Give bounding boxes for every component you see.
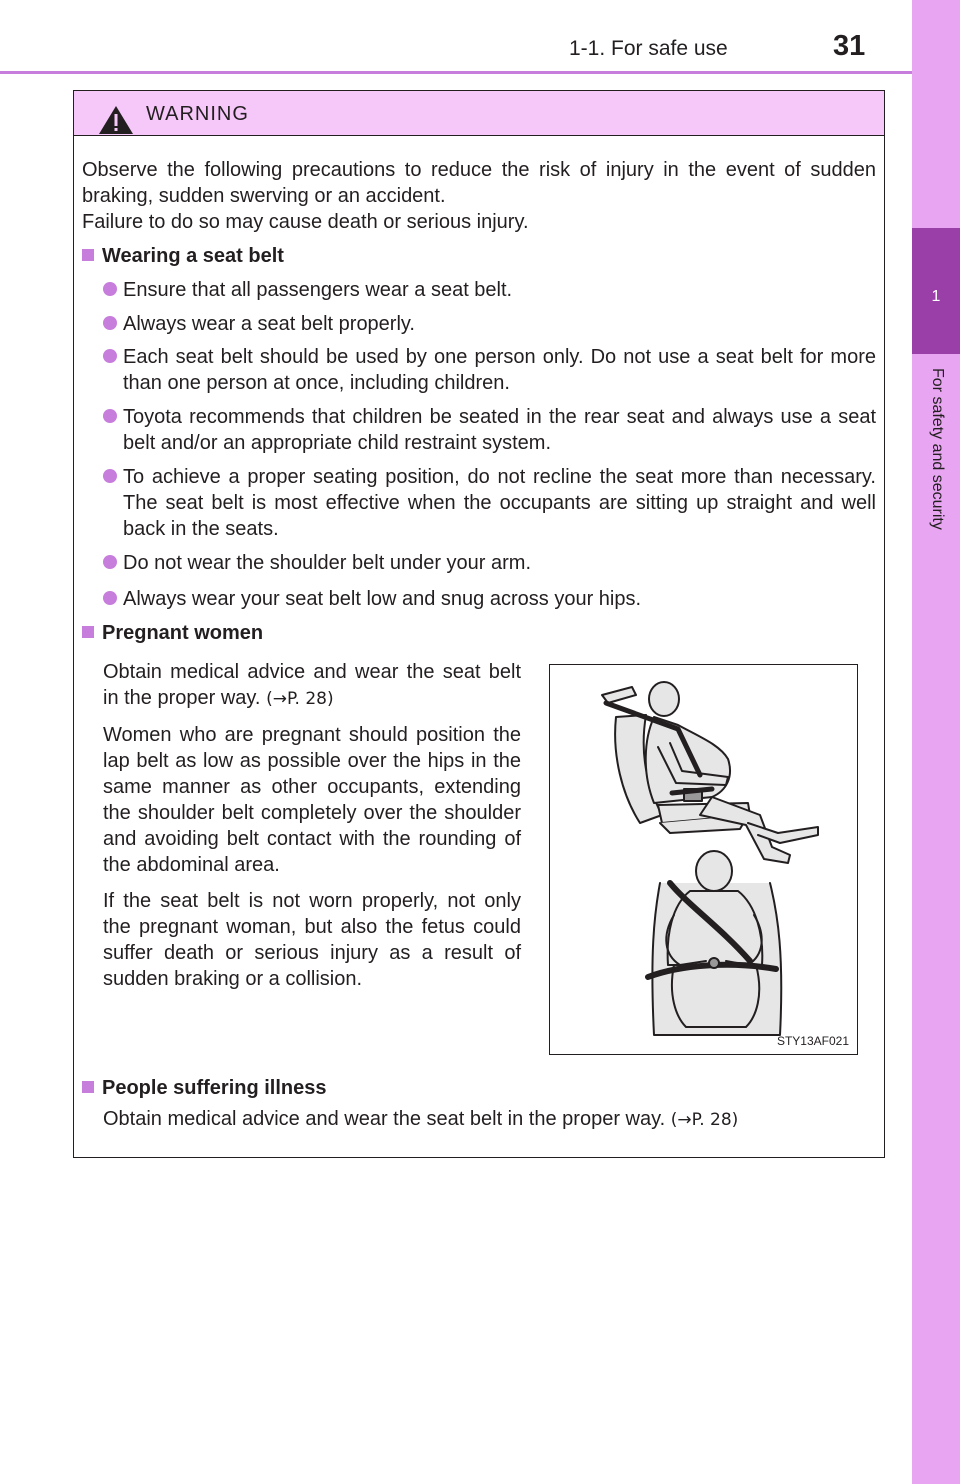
list-item-text: To achieve a proper seating position, do not recline the seat more than necessary. The seat belt is most effective when the occupants are sitting up straight and well back in the seats. bbox=[123, 466, 876, 540]
list-item bbox=[103, 344, 876, 396]
bullet-dot-icon bbox=[103, 469, 117, 483]
figure-code: STY13AF021 bbox=[776, 1034, 849, 1048]
warning-header bbox=[74, 91, 884, 136]
warning-triangle-icon bbox=[98, 105, 134, 135]
list-item bbox=[103, 311, 876, 337]
pregnant-seated-illustration bbox=[550, 665, 857, 1054]
section-square-icon bbox=[82, 626, 94, 638]
bullet-dot-icon bbox=[103, 349, 117, 363]
chapter-number: 1 bbox=[931, 288, 941, 305]
bullet-dot-icon bbox=[103, 555, 117, 569]
list-item-text: Ensure that all passengers wear a seat belt. bbox=[123, 279, 513, 301]
intro-paragraph-2: Failure to do so may cause death or serious injury. bbox=[82, 211, 529, 233]
chapter-title: For safety and security bbox=[929, 368, 946, 530]
list-item-text: Do not wear the shoulder belt under your arm. bbox=[123, 552, 531, 574]
pregnant-paragraph-1 bbox=[103, 659, 521, 712]
list-item bbox=[103, 550, 876, 576]
section-heading-seat-belt bbox=[82, 243, 284, 269]
intro-paragraph: Observe the following precautions to reduce the risk of injury in the event of sudden braking, sudden swerving or an accident. bbox=[82, 159, 876, 207]
list-item-text: Toyota recommends that children be seated in the rear seat and always use a seat belt and/or an appropriate child restraint system. bbox=[123, 406, 876, 454]
bullet-dot-icon bbox=[103, 282, 117, 296]
list-item bbox=[103, 464, 876, 542]
pregnant-paragraph-3: If the seat belt is not worn properly, not only the pregnant woman, but also the fetus could suffer death or serious injury as a result of sudden braking or a collision. bbox=[103, 890, 521, 990]
list-item bbox=[103, 404, 876, 456]
list-item-text: Always wear a seat belt properly. bbox=[123, 313, 415, 335]
section-square-icon bbox=[82, 249, 94, 261]
warning-label: WARNING bbox=[146, 103, 249, 125]
list-item bbox=[103, 277, 876, 303]
bullet-dot-icon bbox=[103, 316, 117, 330]
pregnant-paragraph-2: Women who are pregnant should position the lap belt as low as possible over the hips in the same manner as other occupants, extending the shoulder belt completely over the shoulder and avoiding belt contact with the rounding of the abdominal area. bbox=[103, 724, 521, 876]
list-item-text: Each seat belt should be used by one person only. Do not use a seat belt for more than one person at once, including children. bbox=[123, 346, 876, 394]
section-square-icon bbox=[82, 1081, 94, 1093]
section-title: Pregnant women bbox=[102, 622, 264, 644]
illness-text bbox=[103, 1106, 738, 1133]
front-view-figure bbox=[648, 851, 781, 1035]
bullet-dot-icon bbox=[103, 591, 117, 605]
header-section-title: 1-1. For safe use bbox=[569, 37, 728, 60]
page-reference: (→P. 28) bbox=[266, 689, 334, 709]
chapter-side-tab bbox=[912, 0, 960, 1484]
pregnant-text-block bbox=[103, 659, 521, 1002]
header-divider bbox=[0, 71, 960, 74]
page-number: 31 bbox=[833, 30, 866, 62]
warning-intro bbox=[82, 157, 876, 235]
page-reference: (→P. 28) bbox=[670, 1110, 739, 1130]
list-item-text: Always wear your seat belt low and snug across your hips. bbox=[123, 588, 642, 610]
paragraph-text: Obtain medical advice and wear the seat belt in the proper way. bbox=[103, 661, 521, 709]
section-heading-pregnant bbox=[82, 620, 263, 646]
section-heading-illness bbox=[82, 1075, 327, 1101]
section-title: Wearing a seat belt bbox=[102, 245, 284, 267]
bullet-dot-icon bbox=[103, 409, 117, 423]
seat-belt-illustration bbox=[549, 664, 858, 1055]
side-view-figure bbox=[602, 682, 818, 863]
section-title: People suffering illness bbox=[102, 1077, 327, 1099]
paragraph-text: Obtain medical advice and wear the seat belt in the proper way. bbox=[103, 1108, 666, 1130]
list-item bbox=[103, 586, 876, 612]
